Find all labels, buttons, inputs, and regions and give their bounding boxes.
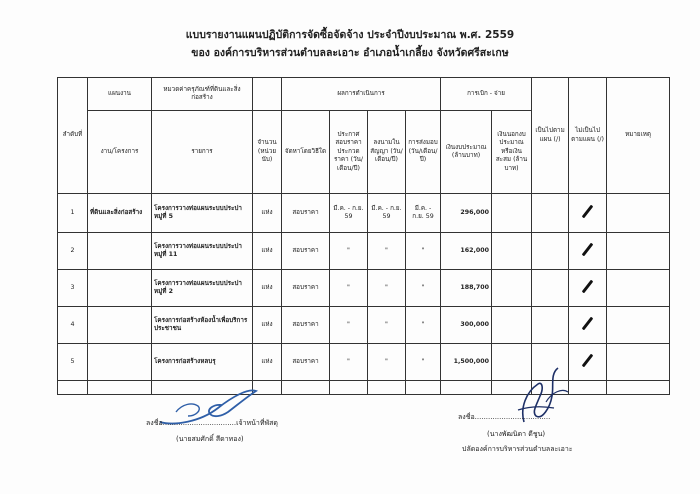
header-off-plan: ไม่เป็นไปตามแผน (/)	[569, 78, 607, 194]
header-seq: ลำดับที่	[58, 78, 88, 194]
row-contract: "	[368, 307, 406, 344]
off-plan-mark	[569, 194, 607, 233]
row-method: สอบราคา	[282, 307, 330, 344]
header-quantity: จำนวน (หน่วยนับ)	[253, 111, 282, 194]
off-plan-mark	[569, 270, 607, 307]
row-delivery: มี.ค. - ก.ย. 59	[406, 194, 441, 233]
row-delivery: "	[406, 344, 441, 381]
header-plan: แผนงาน	[88, 78, 152, 111]
header-announce: ประกาศสอบราคา ประกวดราคา (วัน/เดือน/ปี)	[330, 111, 368, 194]
signature-right-label: ลงชื่อ..................................	[458, 413, 551, 421]
row-budget: 162,000	[441, 233, 492, 270]
row-budget: 300,000	[441, 307, 492, 344]
row-unit: แห่ง	[253, 233, 282, 270]
row-item: โครงการวางท่อแผนระบบประปา หมู่ที่ 2	[152, 270, 253, 307]
header-work-project: งาน/โครงการ	[88, 111, 152, 194]
row-delivery: "	[406, 307, 441, 344]
row-delivery: "	[406, 270, 441, 307]
row-item: โครงการก่อสร้างห้องน้ำเพื่อบริการประชาชน	[152, 307, 253, 344]
organization-title: ของ องค์การบริหารส่วนตำบลละเอาะ อำเภอน้ำเกลี้ยง จังหวัดศรีสะเกษ	[191, 47, 509, 59]
row-announce: "	[330, 233, 368, 270]
slash-mark-icon	[582, 242, 594, 256]
header-method: จัดหาโดยวิธีใด	[282, 111, 330, 194]
sign-label: ลงชื่อ	[146, 419, 163, 427]
header-category: หมวดค่าครุภัณฑ์ที่ดินและสิ่งก่อสร้าง	[152, 78, 253, 111]
row-announce: "	[330, 344, 368, 381]
header-delivery: การส่งมอบ (วัน/เดือน/ปี)	[406, 111, 441, 194]
sign-label: ลงชื่อ	[458, 413, 475, 421]
row-contract: "	[368, 344, 406, 381]
header-contract: ลงนามในสัญญา (วัน/เดือน/ปี)	[368, 111, 406, 194]
header-items: รายการ	[152, 111, 253, 194]
slash-mark-icon	[582, 316, 594, 330]
row-unit: แห่ง	[253, 270, 282, 307]
slash-mark-icon	[582, 353, 594, 367]
row-unit: แห่ง	[253, 344, 282, 381]
row-method: สอบราคา	[282, 233, 330, 270]
signer-name-left: (นายสมศักดิ์ สีดาทอง)	[176, 435, 244, 443]
header-results: ผลการดำเนินการ	[282, 78, 441, 111]
signer-name-right: (นางพัฒนิดา ดีชูน)	[487, 430, 546, 438]
header-non-budget: เงินนอกงบประมาณ หรือเงินสะสม (ล้านบาท)	[492, 111, 532, 194]
row-announce: "	[330, 307, 368, 344]
row-contract: "	[368, 270, 406, 307]
header-budget: เงินงบประมาณ (ล้านบาท)	[441, 111, 492, 194]
row-work: ที่ดินและสิ่งก่อสร้าง	[88, 194, 152, 233]
row-method: สอบราคา	[282, 270, 330, 307]
row-item: โครงการวางท่อแผนระบบประปา หมู่ที่ 5	[152, 194, 253, 233]
table-row	[58, 233, 670, 270]
row-number: 4	[58, 307, 88, 344]
report-title: แบบรายงานแผนปฏิบัติการจัดซื้อจัดจ้าง ประจำปีงบประมาณ พ.ศ. 2559	[185, 29, 515, 41]
slash-mark-icon	[582, 204, 594, 218]
row-announce: "	[330, 270, 368, 307]
row-unit: แห่ง	[253, 307, 282, 344]
table-row	[58, 270, 670, 307]
off-plan-mark	[569, 233, 607, 270]
empty-row	[58, 381, 670, 395]
row-announce: มี.ค. - ก.ย. 59	[330, 194, 368, 233]
signature-left-label: ลงชื่อ.................................เจ้าหน้าที่พัสดุ	[146, 419, 278, 427]
header-remarks: หมายเหตุ	[607, 78, 670, 194]
row-delivery: "	[406, 233, 441, 270]
row-number: 3	[58, 270, 88, 307]
table-row	[58, 194, 670, 233]
row-budget: 296,000	[441, 194, 492, 233]
procurement-table	[57, 77, 670, 395]
row-item: โครงการวางท่อแผนระบบประปา หมู่ที่ 11	[152, 233, 253, 270]
row-method: สอบราคา	[282, 194, 330, 233]
row-number: 2	[58, 233, 88, 270]
signer-position: เจ้าหน้าที่พัสดุ	[236, 419, 278, 427]
row-unit: แห่ง	[253, 194, 282, 233]
row-contract: มี.ค. - ก.ย. 59	[368, 194, 406, 233]
table-row	[58, 344, 670, 381]
row-method: สอบราคา	[282, 344, 330, 381]
row-budget: 1,500,000	[441, 344, 492, 381]
slash-mark-icon	[582, 279, 594, 293]
row-budget: 188,700	[441, 270, 492, 307]
row-number: 1	[58, 194, 88, 233]
header-disbursement: การเบิก - จ่าย	[441, 78, 532, 111]
row-contract: "	[368, 233, 406, 270]
off-plan-mark	[569, 307, 607, 344]
row-number: 5	[58, 344, 88, 381]
row-item: โครงการก่อสร้างหลบรุ	[152, 344, 253, 381]
table-row	[58, 307, 670, 344]
signer-position-right: ปลัดองค์การบริหารส่วนตำบลละเอาะ	[462, 445, 573, 453]
header-on-plan: เป็นไปตามแผน (/)	[532, 78, 569, 194]
